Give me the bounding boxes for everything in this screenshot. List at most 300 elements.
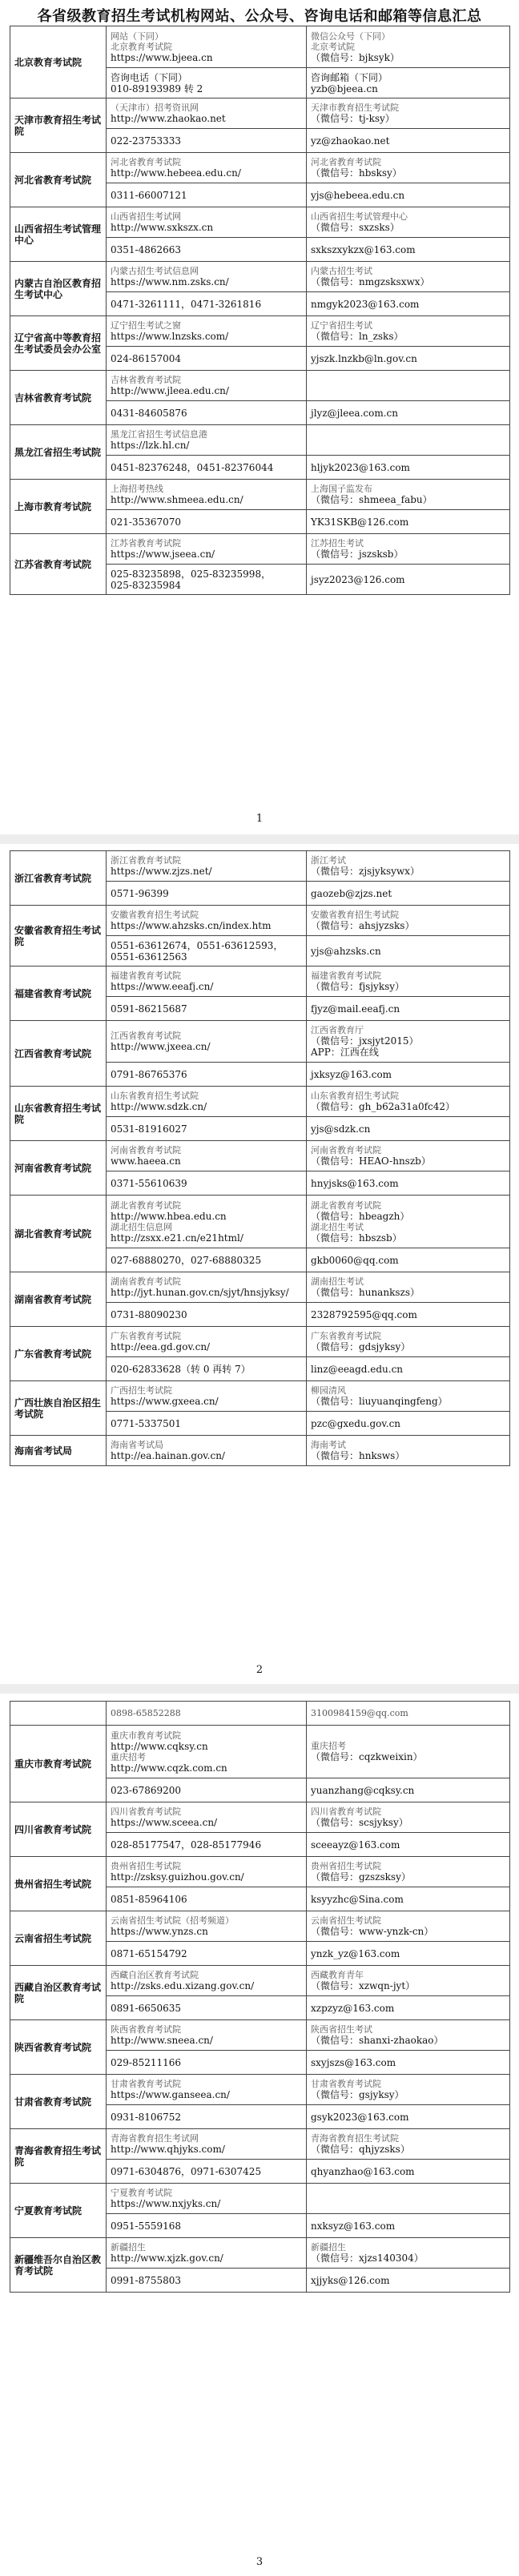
cell-line[interactable]: http://www.cqksy.cn [111,1740,208,1752]
cell-line[interactable]: https://www.eeafj.cn/ [111,981,214,992]
wechat-cell [307,1857,510,1887]
cell-line: （微信号：ahsjyzsks） [311,920,415,931]
cell-line: 网站（下同） [111,30,163,42]
cell-line[interactable]: https://lzk.hl.cn/ [111,440,190,451]
table-row [10,534,510,565]
cell-line[interactable]: linz@eeagd.edu.cn [311,1363,404,1375]
website-cell [107,1272,307,1303]
cell-line[interactable]: http://www.hebeea.edu.cn/ [111,167,241,179]
cell-line: 广西招生考试院 [111,1385,172,1396]
phone-cell [107,2214,307,2238]
cell-line[interactable]: nxksyz@163.com [311,2220,396,2232]
email-cell [307,2269,510,2293]
phone-cell [107,1248,307,1272]
cell-line: 安徽省教育招生考试院 [311,910,399,920]
phone-cell [107,1303,307,1327]
website-cell [107,1436,307,1466]
email-cell [307,1833,510,1857]
cell-line[interactable]: https://www.bjeea.cn [111,51,213,63]
email-cell [307,510,510,534]
table-row [10,2075,510,2105]
institution-name: 上海市教育考试院 [10,480,107,534]
website-cell [107,316,307,347]
table-row [10,1726,510,1778]
cell-line: （微信号：zjsjyksywx） [311,866,420,877]
cell-line: 0931-8106752 [111,2111,182,2123]
wechat-cell [307,1141,510,1171]
cell-line: 广东省教育考试院 [311,1331,381,1341]
table-row [10,153,510,183]
cell-line: 0371-55610639 [111,1177,187,1189]
institution-name: 广西壮族自治区招生考试院 [10,1381,107,1436]
table-row [10,1911,510,1942]
cell-line: 浙江省教育考试院 [111,855,181,866]
institution-name: 河北省教育考试院 [10,153,107,207]
cell-line: 湖北省教育考试院 [111,1200,181,1211]
email-cell [307,2105,510,2129]
phone-cell [107,510,307,534]
cell-line[interactable]: https://www.nm.zsks.cn/ [111,276,229,287]
cell-line[interactable]: http://www.jxeea.cn/ [111,1041,211,1052]
website-cell [107,371,307,401]
cell-line: 湖北省教育考试院 [311,1200,381,1211]
cell-line[interactable]: 2328792595@qq.com [311,1308,417,1320]
cell-line: 010-89193989 转 2 [111,82,203,94]
cell-line: 辽宁省招生考试 [311,320,372,331]
website-cell [107,2238,307,2269]
phone-cell [107,347,307,371]
institution-name: 西藏自治区教育考试院 [10,1966,107,2020]
cell-line[interactable]: https://www.ynzs.cn [111,1926,208,1937]
cell-line: （微信号：xzwqn-jyt） [311,1980,416,1991]
table-row [10,1196,510,1248]
email-cell [307,347,510,371]
cell-line: 陕西省教育考试院 [111,2024,181,2035]
phone-cell [107,1412,307,1436]
cell-line[interactable]: http://www.jleea.edu.cn/ [111,385,229,396]
phone-cell [107,1117,307,1141]
phone-cell [107,1887,307,1911]
phone-cell [107,1778,307,1802]
cell-line: （微信号：gh_b62a31a0fc42） [311,1101,456,1112]
cell-line: 0431-84605876 [111,407,187,419]
cell-line: （微信号：gdsjyksy） [311,1341,411,1352]
cell-line: 贵州省招生考试院 [111,1861,181,1871]
email-cell [307,997,510,1021]
cell-line: 江苏省教育考试院 [111,538,181,549]
cell-line[interactable]: https://www.sceea.cn/ [111,1817,218,1828]
page-number-3: 3 [255,2556,264,2568]
cell-line: 福建省教育考试院 [311,971,381,981]
institution-name: 福建省教育考试院 [10,967,107,1021]
wechat-cell [307,1802,510,1833]
wechat-cell [307,2184,510,2214]
cell-line[interactable]: yjs@hebeea.edu.cn [311,189,405,201]
institution-name [10,1702,107,1726]
table-row [10,1802,510,1833]
cell-line[interactable]: http://www.zhaokao.net [111,113,226,124]
cell-line: 0731-88090230 [111,1308,187,1320]
table-row [10,2129,510,2160]
phone-cell [107,2160,307,2184]
cell-line[interactable]: xzpzyz@163.com [311,2002,395,2014]
institution-name: 辽宁省高中等教育招生考试委员会办公室 [10,316,107,371]
wechat-cell [307,2129,510,2160]
cell-line: 西藏教育青年 [311,1970,364,1980]
page-number-1: 1 [255,813,264,825]
wechat-cell [307,2020,510,2051]
cell-line: 宁夏教育考试院 [111,2188,172,2198]
cell-line[interactable]: gkb0060@qq.com [311,1254,399,1266]
cell-line: 023-67869200 [111,1784,182,1796]
cell-line[interactable]: pzc@gxedu.gov.cn [311,1417,401,1429]
table-row [10,26,510,68]
website-cell [107,425,307,456]
wechat-cell [307,1021,510,1063]
cell-line: （微信号：hbeagzh） [311,1210,410,1222]
institution-name: 天津市教育招生考试院 [10,98,107,153]
institution-name: 陕西省教育考试院 [10,2020,107,2075]
cell-line[interactable]: https://www.nxjyks.cn/ [111,2198,221,2209]
cell-line: 0451-82376248，0451-82376044 [111,461,274,473]
cell-line: 海南考试 [311,1440,346,1450]
cell-line: 西藏自治区教育考试院 [111,1970,199,1980]
website-cell [107,98,307,129]
wechat-cell [307,534,510,565]
email-cell [307,401,510,425]
cell-line[interactable]: http://eea.gd.gov.cn/ [111,1341,211,1352]
cell-line: 新疆招生 [111,2242,146,2252]
cell-line: 北京考试院 [311,41,355,52]
cell-line[interactable]: http://www.cqzk.com.cn [111,1762,227,1774]
website-cell [107,1726,307,1778]
cell-line: 0311-66007121 [111,189,187,201]
phone-cell [107,1833,307,1857]
cell-line[interactable]: http://ea.hainan.gov.cn/ [111,1450,225,1461]
cell-line: 湖北招生考试 [311,1221,364,1232]
wechat-cell [307,316,510,347]
website-cell [107,1857,307,1887]
cell-line[interactable]: http://www.sneea.cn/ [111,2035,213,2046]
email-cell [307,1171,510,1196]
cell-line: 上海招考热线 [111,484,163,494]
table-row [10,1381,510,1412]
cell-line[interactable]: yjszk.lnzkb@ln.gov.cn [311,352,417,364]
cell-line[interactable]: http://zsksy.guizhou.gov.cn/ [111,1871,244,1883]
cell-line: 028-85177547，028-85177946 [111,1839,262,1851]
cell-line: （微信号：shanxi-zhaokao） [311,2035,444,2046]
cell-line[interactable]: xjjyks@126.com [311,2274,390,2286]
phone-cell [107,1996,307,2020]
cell-line: 内蒙古招生考试 [311,266,372,276]
cell-line: （微信号：fjsjyksy） [311,981,405,992]
table-row [10,262,510,292]
website-cell [107,1021,307,1063]
cell-line: 甘肃省教育考试院 [311,2079,381,2089]
wechat-cell [307,1911,510,1942]
cell-line: 青海省教育招生考试网 [111,2133,199,2144]
cell-line[interactable]: https://www.zjzs.net/ [111,866,212,877]
wechat-cell [307,153,510,183]
website-cell [107,1196,307,1248]
email-cell [307,68,510,98]
cell-line[interactable]: sxkszxykzx@163.com [311,243,416,255]
phone-cell [107,997,307,1021]
institution-name: 河南省教育考试院 [10,1141,107,1196]
info-table [10,1701,510,2293]
wechat-cell [307,967,510,997]
table-row [10,967,510,997]
cell-line: 海南省考试局 [111,1440,163,1450]
institution-name: 吉林省教育考试院 [10,371,107,425]
cell-line: 025-83235984 [111,579,182,591]
website-cell [107,1381,307,1412]
cell-line[interactable]: yz@zhaokao.net [311,135,390,147]
cell-line: 微信公众号（下同） [311,30,390,42]
wechat-cell [307,371,510,401]
institution-name: 湖北省教育考试院 [10,1196,107,1272]
website-cell [107,1966,307,1996]
cell-line[interactable]: yzb@bjeea.cn [311,82,378,94]
cell-line[interactable]: http://www.sxkszx.cn [111,222,214,233]
cell-line: 江西省教育厅 [311,1025,364,1035]
cell-line: 0951-5559168 [111,2220,182,2232]
cell-line: 山东省教育招生考试院 [311,1091,399,1101]
wechat-cell [307,1966,510,1996]
website-cell [107,26,307,68]
cell-line[interactable]: nmgyk2023@163.com [311,298,420,310]
cell-line: 0591-86215687 [111,1003,187,1015]
cell-line[interactable]: yuanzhang@cqksy.cn [311,1784,415,1796]
cell-line[interactable]: 3100984159@qq.com [311,1708,408,1718]
cell-line[interactable]: https://www.ahzsks.cn/index.htm [111,920,272,931]
cell-line: （微信号：hbsksy） [311,167,402,179]
phone-cell [107,936,307,967]
cell-line: 山西省招生考试管理中心 [311,211,408,222]
email-cell [307,882,510,906]
sheet-1 [0,26,519,595]
wechat-cell [307,851,510,882]
cell-line[interactable]: ksyyzhc@Sina.com [311,1893,404,1905]
institution-name: 山西省招生考试管理中心 [10,207,107,262]
cell-line: （微信号：hbszsb） [311,1232,402,1244]
cell-line: 0898-65852288 [111,1708,181,1718]
phone-cell [107,1171,307,1196]
cell-line[interactable]: sxyjszs@163.com [311,2056,396,2068]
email-cell [307,1357,510,1381]
cell-line[interactable]: jxksyz@163.com [311,1068,392,1080]
wechat-cell [307,207,510,238]
cell-line: 内蒙古招生考试信息网 [111,266,199,276]
phone-cell [107,1942,307,1966]
email-cell [307,936,510,967]
cell-line: 湖南招生考试 [311,1276,364,1287]
table-row [10,851,510,882]
cell-line: （微信号：xjzs140304） [311,2252,424,2264]
cell-line: 新疆招生 [311,2242,346,2252]
cell-line: 北京教育考试院 [111,41,172,52]
phone-cell [107,129,307,153]
phone-cell [107,292,307,316]
email-cell [307,1778,510,1802]
table-row [10,1857,510,1887]
cell-line: 0471-3261111，0471-3261816 [111,298,262,310]
website-cell [107,1327,307,1357]
email-cell [307,183,510,207]
cell-line[interactable]: www.haeea.cn [111,1155,181,1167]
cell-line: （微信号：gsjyksy） [311,2089,404,2100]
cell-line[interactable]: http://zsxx.e21.cn/e21html/ [111,1232,243,1244]
cell-line[interactable]: https://www.jseea.cn/ [111,549,215,560]
institution-name: 内蒙古自治区教育招生考试中心 [10,262,107,316]
wechat-cell [307,1272,510,1303]
cell-line: 咨询邮箱（下同） [311,71,388,83]
email-cell [307,456,510,480]
cell-line[interactable]: http://www.sdzk.cn/ [111,1101,207,1112]
institution-name: 四川省教育考试院 [10,1802,107,1857]
cell-line[interactable]: jlyz@jleea.com.cn [311,407,398,419]
cell-line[interactable]: http://www.xjzk.gov.cn/ [111,2252,223,2264]
cell-line[interactable]: qhyanzhao@163.com [311,2165,415,2177]
cell-line[interactable]: http://jyt.hunan.gov.cn/sjyt/hnsjyksy/ [111,1287,289,1298]
wechat-cell [307,98,510,129]
cell-line: 河北省教育考试院 [311,157,381,167]
phone-cell [107,401,307,425]
cell-line: 江苏招生考试 [311,538,364,549]
cell-line[interactable]: ynzk_yz@163.com [311,1947,400,1959]
email-cell [307,1412,510,1436]
website-cell [107,1702,307,1726]
wechat-cell [307,1381,510,1412]
table-row [10,316,510,347]
cell-line: 0531-81916027 [111,1123,187,1135]
cell-line[interactable]: hnyjsks@163.com [311,1177,399,1189]
cell-line: 四川省教育考试院 [311,1806,381,1817]
table-row [10,98,510,129]
wechat-cell [307,262,510,292]
cell-line[interactable]: https://www.lnzsks.com/ [111,331,229,342]
cell-line: 029-85211166 [111,2056,182,2068]
cell-line: 贵州省招生考试院 [311,1861,381,1871]
cell-line: 027-68880270，027-68880325 [111,1254,262,1266]
cell-line[interactable]: fjyz@mail.eeafj.cn [311,1003,400,1015]
cell-line[interactable]: http://www.qhjyks.com/ [111,2144,225,2155]
phone-cell [107,2105,307,2129]
cell-line: （微信号：hunankszs） [311,1287,420,1298]
email-cell [307,292,510,316]
cell-line: （微信号：sxzsks） [311,222,400,233]
wechat-cell [307,2238,510,2269]
phone-cell [107,238,307,262]
institution-name: 甘肃省教育考试院 [10,2075,107,2129]
cell-line[interactable]: jsyz2023@126.com [311,573,405,585]
phone-cell [107,68,307,98]
website-cell [107,1141,307,1171]
cell-line[interactable]: yjs@ahzsks.cn [311,945,381,957]
cell-line[interactable]: http://zsks.edu.xizang.gov.cn/ [111,1980,255,1991]
institution-name: 北京教育考试院 [10,26,107,98]
cell-line[interactable]: https://www.ganseea.cn/ [111,2089,230,2100]
cell-line[interactable]: https://www.gxeea.cn/ [111,1396,219,1407]
website-cell [107,906,307,936]
phone-cell [107,2051,307,2075]
table-row [10,371,510,401]
cell-line: 024-86157004 [111,352,182,364]
cell-line: 山西省招生考试网 [111,211,181,222]
cell-line: 江西省教育考试院 [111,1031,181,1041]
cell-line: 0871-65154792 [111,1947,187,1959]
cell-line: 0791-86765376 [111,1068,187,1080]
cell-line: 0851-85964106 [111,1893,187,1905]
wechat-cell [307,1436,510,1466]
cell-line: 辽宁招生考试之窗 [111,320,181,331]
cell-line[interactable]: sceeayz@163.com [311,1839,400,1851]
cell-line[interactable]: gsyk2023@163.com [311,2111,409,2123]
table-row [10,2238,510,2269]
page-number-2: 2 [255,1664,264,1676]
institution-name: 浙江省教育考试院 [10,851,107,906]
cell-line: 福建省教育考试院 [111,971,181,981]
table-row [10,2020,510,2051]
wechat-cell [307,425,510,456]
cell-line: 湖北招生信息网 [111,1221,172,1232]
table-row [10,2184,510,2214]
institution-name: 新疆维吾尔自治区教育考试院 [10,2238,107,2293]
cell-line: 0551-63612674，0551-63612593， [111,939,284,951]
cell-line: 0991-8755803 [111,2274,182,2286]
cell-line[interactable]: http://www.hbea.edu.cn [111,1210,227,1222]
phone-cell [107,565,307,595]
website-cell [107,534,307,565]
cell-line[interactable]: http://www.shmeea.edu.cn/ [111,494,243,505]
cell-line: （微信号：shmeea_fabu） [311,494,432,505]
cell-line: 云南省招生考试院（招考频道） [111,1915,234,1926]
cell-line: （微信号：cqzkweixin） [311,1751,423,1762]
cell-line[interactable]: gaozeb@zjzs.net [311,887,392,899]
website-cell [107,2129,307,2160]
table-row [10,1087,510,1117]
cell-line[interactable]: hljyk2023@163.com [311,461,410,473]
cell-line: 甘肃省教育考试院 [111,2079,181,2089]
cell-line: （微信号：jxsjyt2015） [311,1035,419,1047]
cell-line[interactable]: YK31SKB@126.com [311,516,409,528]
cell-line: 吉林省教育考试院 [111,375,181,385]
email-cell [307,238,510,262]
cell-line: 0551-63612563 [111,950,187,962]
cell-line: 湖南省教育考试院 [111,1276,181,1287]
cell-line: 上海国子监发布 [311,484,372,494]
table-row [10,1272,510,1303]
institution-name: 宁夏教育考试院 [10,2184,107,2238]
table-row [10,1436,510,1466]
institution-name: 江西省教育考试院 [10,1021,107,1087]
phone-cell [107,1063,307,1087]
institution-name: 云南省招生考试院 [10,1911,107,1966]
institution-name: 重庆市教育考试院 [10,1726,107,1802]
cell-line: 柳园清风 [311,1385,346,1396]
cell-line: 天津市教育招生考试院 [311,102,399,113]
info-table [10,850,510,1466]
cell-line: 黑龙江省招生考试信息港 [111,429,207,440]
website-cell [107,2184,307,2214]
table-row [10,1966,510,1996]
cell-line[interactable]: yjs@sdzk.cn [311,1123,371,1135]
wechat-cell [307,2075,510,2105]
website-cell [107,2020,307,2051]
cell-line: （微信号：tj-ksy） [311,113,395,124]
email-cell [307,565,510,595]
phone-cell [107,456,307,480]
